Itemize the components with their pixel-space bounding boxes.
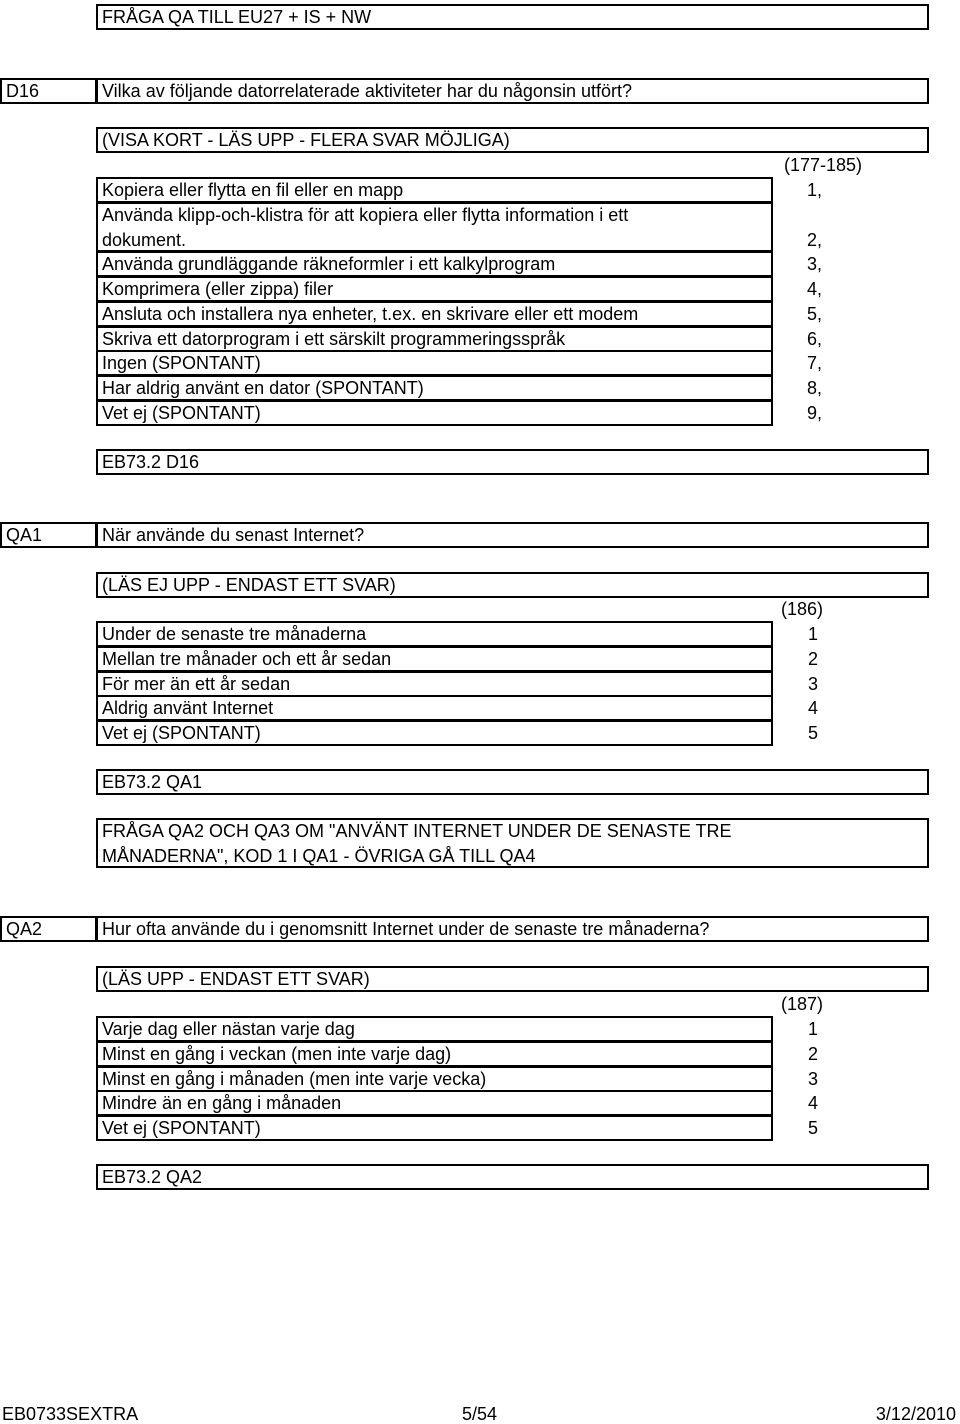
- instruction-text-qa1: (LÄS EJ UPP - ENDAST ETT SVAR): [102, 575, 396, 595]
- answer-label: Mellan tre månader och ett år sedan: [102, 649, 392, 669]
- source-box-qa1: [96, 769, 929, 795]
- footer-page-number: 5/54: [462, 1404, 498, 1424]
- answer-code: 5,: [806, 304, 822, 324]
- source-box-d16: [96, 449, 929, 475]
- answer-code: 4: [807, 698, 818, 718]
- answer-code: 2: [807, 1044, 818, 1064]
- answer-code: 9,: [806, 403, 822, 423]
- answer-label: Mindre än en gång i månaden: [102, 1093, 342, 1113]
- answer-code: 5: [807, 723, 818, 743]
- answer-label: Ansluta och installera nya enheter, t.ex. en skrivare eller ett modem: [102, 304, 639, 324]
- answer-label: För mer än ett år sedan: [102, 674, 291, 694]
- question-id-d16: D16: [6, 81, 40, 101]
- source-text-qa2: EB73.2 QA2: [102, 1167, 203, 1187]
- answer-code: 3: [807, 1069, 818, 1089]
- answer-label: Varje dag eller nästan varje dag: [102, 1019, 355, 1039]
- answer-label: Kopiera eller flytta en fil eller en mapp: [102, 180, 404, 200]
- answer-label: Använda grundläggande räkneformler i ett kalkylprogram: [102, 254, 556, 274]
- answer-label: Under de senaste tre månaderna: [102, 624, 367, 644]
- source-box-qa2: [96, 1164, 929, 1190]
- question-id-qa2: QA2: [6, 919, 43, 939]
- footer-date: 3/12/2010: [875, 1404, 956, 1424]
- answer-code: 4,: [806, 279, 822, 299]
- answer-code: 7,: [806, 353, 822, 373]
- answer-code: 3,: [806, 254, 822, 274]
- answer-code: 3: [807, 674, 818, 694]
- answer-code: 1: [807, 624, 818, 644]
- question-text-d16: Vilka av följande datorrelaterade aktiviteter har du någonsin utfört?: [102, 81, 632, 101]
- instruction-text-qa2: (LÄS UPP - ENDAST ETT SVAR): [102, 969, 370, 989]
- answer-label: Använda klipp-och-klistra för att kopiera eller flytta information i ett: [102, 205, 629, 225]
- question-text-qa1: När använde du senast Internet?: [102, 525, 365, 545]
- answer-label-continued: dokument.: [102, 230, 187, 250]
- answer-code: 1: [807, 1019, 818, 1039]
- answer-label: Vet ej (SPONTANT): [102, 403, 261, 423]
- footer-doc-id: EB0733SEXTRA: [2, 1404, 139, 1424]
- route-text-top: FRÅGA QA TILL EU27 + IS + NW: [102, 7, 372, 27]
- column-code-qa1: (186): [780, 599, 823, 619]
- answer-label: Har aldrig använt en dator (SPONTANT): [102, 378, 424, 398]
- answer-label: Vet ej (SPONTANT): [102, 723, 261, 743]
- column-code-d16: (177-185): [783, 155, 862, 175]
- route-text-mid-line1: FRÅGA QA2 OCH QA3 OM "ANVÄNT INTERNET UNDER DE SENASTE TRE: [102, 821, 732, 841]
- route-text-mid-line2: MÅNADERNA", KOD 1 I QA1 - ÖVRIGA GÅ TILL QA4: [102, 846, 536, 866]
- answer-code: 8,: [806, 378, 822, 398]
- question-id-qa1: QA1: [6, 525, 43, 545]
- question-text-qa2: Hur ofta använde du i genomsnitt Internet under de senaste tre månaderna?: [102, 919, 710, 939]
- answer-label: Skriva ett datorprogram i ett särskilt programmeringsspråk: [102, 329, 566, 349]
- answer-label: Ingen (SPONTANT): [102, 353, 261, 373]
- column-code-qa2: (187): [780, 994, 823, 1014]
- instruction-text-d16: (VISA KORT - LÄS UPP - FLERA SVAR MÖJLIGA): [102, 130, 510, 150]
- answer-code: 5: [807, 1118, 818, 1138]
- answer-label: Minst en gång i månaden (men inte varje vecka): [102, 1069, 487, 1089]
- answer-code: 6,: [806, 329, 822, 349]
- answer-code: 2,: [806, 230, 822, 250]
- answer-label: Minst en gång i veckan (men inte varje dag): [102, 1044, 452, 1064]
- source-text-qa1: EB73.2 QA1: [102, 772, 203, 792]
- answer-code: 1,: [806, 180, 822, 200]
- answer-label: Vet ej (SPONTANT): [102, 1118, 261, 1138]
- answer-label: Aldrig använt Internet: [102, 698, 274, 718]
- answer-label: Komprimera (eller zippa) filer: [102, 279, 334, 299]
- source-text-d16: EB73.2 D16: [102, 452, 200, 472]
- answer-code: 2: [807, 649, 818, 669]
- answer-code: 4: [807, 1093, 818, 1113]
